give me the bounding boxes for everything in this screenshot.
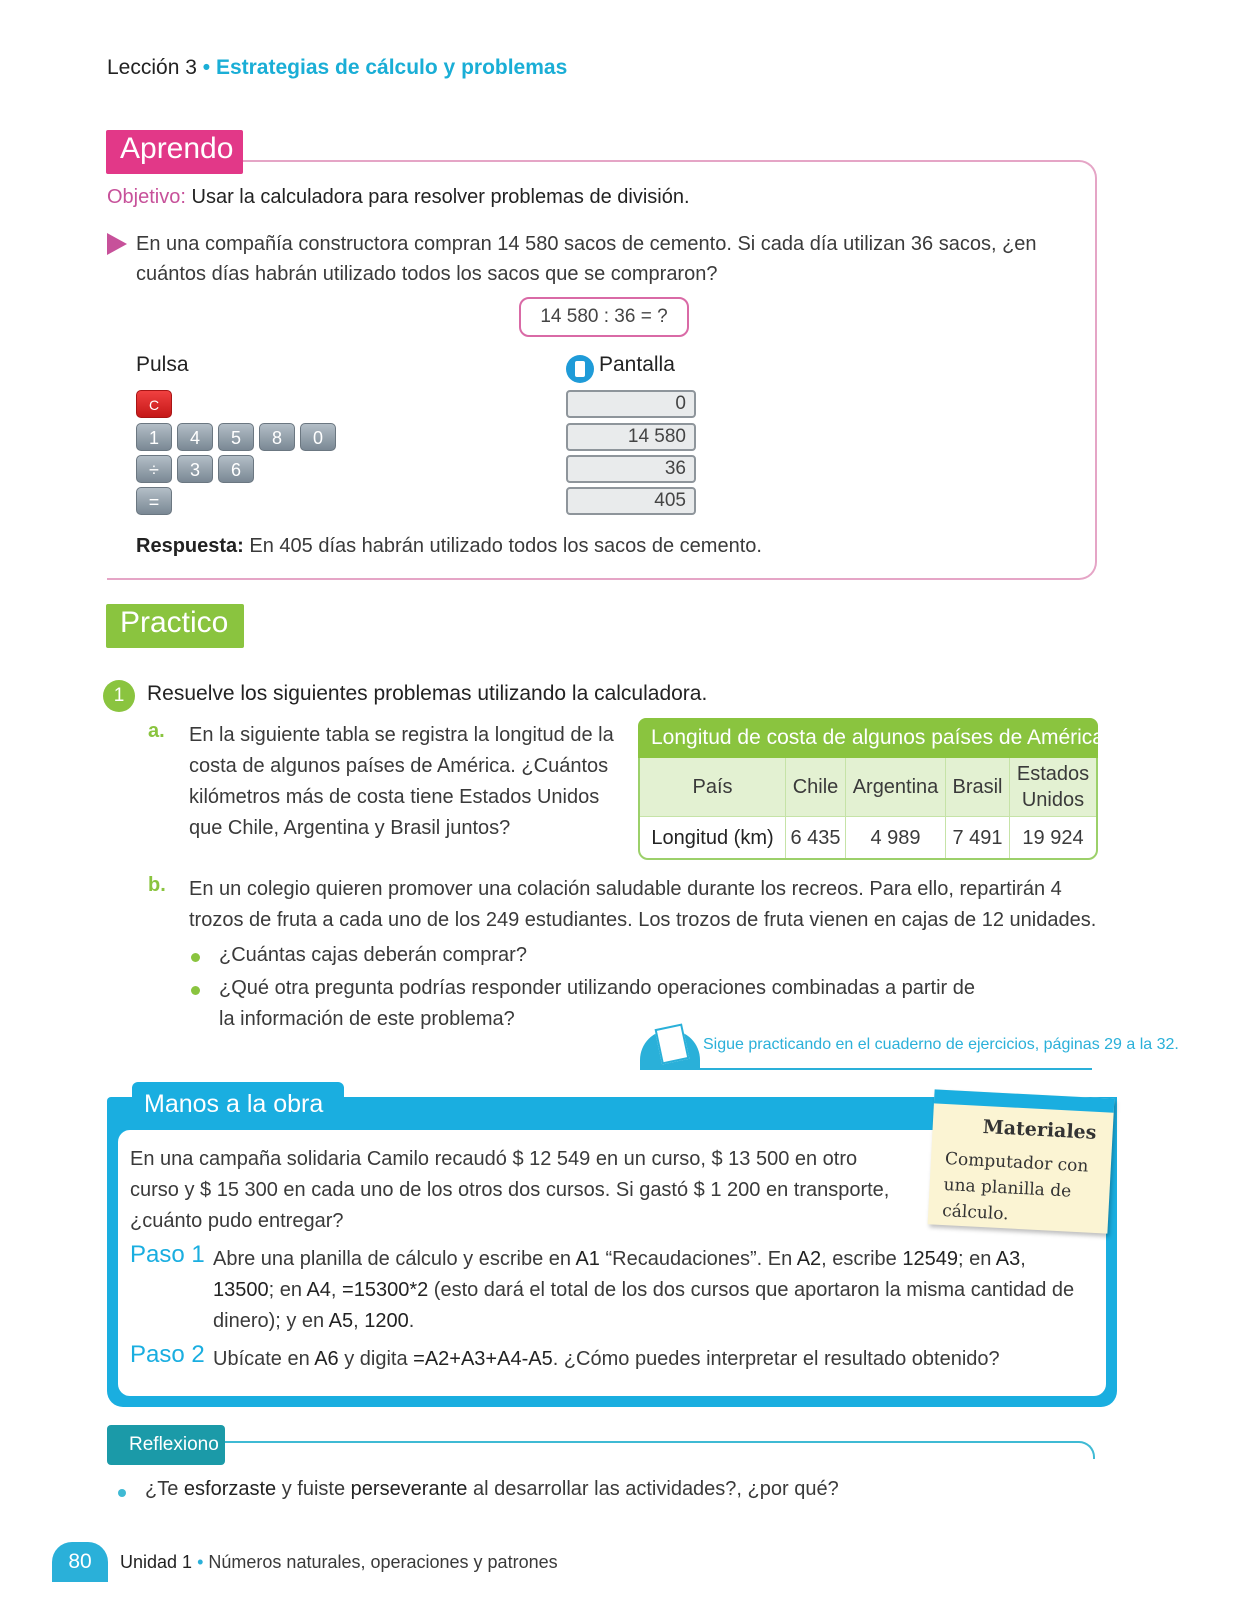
paso-1-text-part: ,: [353, 1310, 365, 1332]
key-6: 6: [218, 455, 254, 483]
paso-1-label: Paso 1: [130, 1241, 205, 1268]
lesson-separator: •: [202, 56, 211, 79]
workbook-reference-line: [640, 1068, 1092, 1070]
paso-2-text-part: . ¿Cómo puedes interpretar el resultado obtenido?: [552, 1348, 1000, 1370]
key-8: 8: [259, 423, 295, 451]
item-b-letter: b.: [148, 874, 166, 896]
paso-1-text-part: ; en: [268, 1279, 307, 1301]
materiales-note: [928, 1089, 1115, 1233]
table-header-cell: Estados Unidos: [1010, 758, 1096, 817]
materiales-title: Materiales: [982, 1115, 1097, 1144]
play-arrow-icon: [107, 233, 127, 255]
table-title: Longitud de costa de algunos países de América: [638, 718, 1098, 758]
table-row-label: Longitud (km): [640, 817, 786, 858]
manos-intro: En una campaña solidaria Camilo recaudó $ 12 549 en un curso, $ 13 500 en otro curso y $ 15 300 en cada uno de los otros dos cursos. Si gastó $ 1 200 en transporte, ¿cuánto pudo entregar?: [130, 1148, 890, 1232]
screen-display: 14 580: [566, 423, 696, 451]
reflexiono-tag: Reflexiono: [107, 1425, 225, 1465]
paso-1-value: 13500: [213, 1279, 269, 1301]
table-cell: 7 491: [946, 817, 1010, 858]
bullet-dot: [118, 1489, 126, 1497]
table-cell: 19 924: [1022, 826, 1084, 849]
materiales-note-strip: [934, 1089, 1114, 1112]
exercise-number: 1: [103, 680, 135, 712]
pantalla-label: Pantalla: [599, 353, 675, 376]
screen-display: 0: [566, 390, 696, 418]
paso-1-cell-ref: A4: [306, 1279, 331, 1301]
materiales-text: Computador con una planilla de cálculo.: [941, 1149, 1089, 1225]
key-4: 4: [177, 423, 213, 451]
paso-1-formula: =15300*2: [342, 1279, 429, 1301]
paso-1-text-part: ,: [330, 1279, 343, 1301]
footer-unit: Unidad 1: [120, 1552, 193, 1572]
paso-2-text: [213, 1344, 1083, 1375]
calculator-icon: [566, 355, 594, 383]
paso-2-label: Paso 2: [130, 1341, 205, 1368]
reflexiono-text-part: ¿Te: [145, 1478, 184, 1500]
table-header-cell: Brasil: [946, 758, 1010, 817]
paso-1-cell-ref: A1: [575, 1248, 600, 1270]
paso-1-text-part: ; en: [957, 1248, 996, 1270]
bullet-dot: [191, 953, 200, 962]
objective: [107, 186, 690, 209]
key-5: 5: [218, 423, 254, 451]
table-header-cell: País: [640, 758, 786, 817]
practico-tag: Practico: [106, 604, 244, 648]
answer-text: En 405 días habrán utilizado todos los sacos de cemento.: [249, 535, 762, 557]
reflexiono-text-part: y fuiste: [276, 1478, 351, 1500]
pulsa-label: Pulsa: [136, 353, 189, 376]
lesson-label: Lección 3: [107, 56, 197, 79]
manos-tag: Manos a la obra: [132, 1082, 344, 1126]
aprendo-problem: En una compañía constructora compran 14 580 sacos de cemento. Si cada día utilizan 36 sacos, ¿en cuántos días habrán utilizado todos los sacos que se compraron?: [136, 233, 1037, 285]
paso-1-text: [213, 1244, 1083, 1337]
aprendo-tag: Aprendo: [106, 130, 243, 174]
footer-separator: •: [197, 1552, 204, 1572]
paso-1-text-part: “Recaudaciones”. En: [599, 1248, 797, 1270]
paso-2-text-part: Ubícate en: [213, 1348, 315, 1370]
table-cell: 6 435: [786, 817, 846, 858]
paso-2-cell-ref: A6: [314, 1348, 339, 1370]
objective-label: Objetivo:: [107, 186, 186, 208]
paso-1-cell-ref: A5: [328, 1310, 354, 1332]
paso-1-cell-ref: A3: [995, 1248, 1021, 1270]
lesson-header: [107, 56, 567, 80]
workbook-reference: Sigue practicando en el cuaderno de ejercicios, páginas 29 a la 32.: [703, 1036, 1179, 1053]
paso-1-cell-ref: A2: [796, 1248, 822, 1270]
item-b-bullet: ¿Qué otra pregunta podrías responder utilizando operaciones combinadas a partir de la información de este problema?: [219, 977, 976, 1030]
key-1: 1: [136, 423, 172, 451]
reflexiono-line: [225, 1441, 1095, 1459]
paso-1-text-part: Abre una planilla de cálculo y escribe en: [213, 1248, 576, 1270]
footer: [120, 1552, 558, 1573]
table-cell: 4 989: [846, 817, 946, 858]
key-divide: ÷: [136, 455, 172, 483]
bullet-dot: [191, 986, 200, 995]
key-equals: =: [136, 487, 172, 515]
answer: [136, 535, 762, 558]
paso-1-value: 1200: [364, 1310, 409, 1332]
key-3: 3: [177, 455, 213, 483]
reflexiono-question: [145, 1478, 839, 1501]
footer-title: Números naturales, operaciones y patrones: [208, 1552, 558, 1572]
item-b-bullet: ¿Cuántas cajas deberán comprar?: [219, 944, 527, 966]
paso-1-text-part: , escribe: [821, 1248, 903, 1270]
answer-label: Respuesta:: [136, 535, 244, 557]
key-0: 0: [300, 423, 336, 451]
screen-display: 405: [566, 487, 696, 515]
lesson-topic: Estrategias de cálculo y problemas: [215, 56, 568, 79]
paso-2-formula: =A2+A3+A4-A5: [413, 1348, 553, 1370]
paso-1-value: 12549: [902, 1248, 958, 1270]
paso-1-text-part: (esto dará el total de los dos cursos que aportaron la misma cantidad de dinero); y en: [213, 1279, 1075, 1332]
paso-1-text-part: ,: [1020, 1248, 1026, 1270]
exercise-instruction: Resuelve los siguientes problemas utilizando la calculadora.: [147, 682, 708, 705]
paso-2-text-part: y digita: [338, 1348, 414, 1370]
item-a-letter: a.: [148, 720, 165, 742]
key-clear: C: [136, 390, 172, 418]
table-header-cell: Argentina: [846, 758, 946, 817]
reflexiono-keyword: perseverante: [350, 1478, 468, 1500]
reflexiono-keyword: esforzaste: [183, 1478, 277, 1500]
notebook-icon: [640, 1030, 700, 1070]
reflexiono-text-part: al desarrollar las actividades?, ¿por qué?: [467, 1478, 839, 1500]
paso-1-text-part: .: [408, 1310, 415, 1332]
page-number: 80: [52, 1542, 108, 1582]
table-header-cell: Chile: [786, 758, 846, 817]
operation-box: 14 580 : 36 = ?: [519, 297, 689, 337]
item-b-text: En un colegio quieren promover una colación saludable durante los recreos. Para ello, repartirán 4 trozos de fruta a cada uno de los 249 estudiantes. Los trozos de fruta vienen en cajas de 12 unidades.: [189, 878, 1097, 931]
objective-text: Usar la calculadora para resolver problemas de división.: [191, 186, 690, 208]
item-a-text: En la siguiente tabla se registra la longitud de la costa de algunos países de América. ¿Cuántos kilómetros más de costa tiene Estados Unidos que Chile, Argentina y Brasil juntos?: [189, 724, 614, 839]
screen-display: 36: [566, 455, 696, 483]
